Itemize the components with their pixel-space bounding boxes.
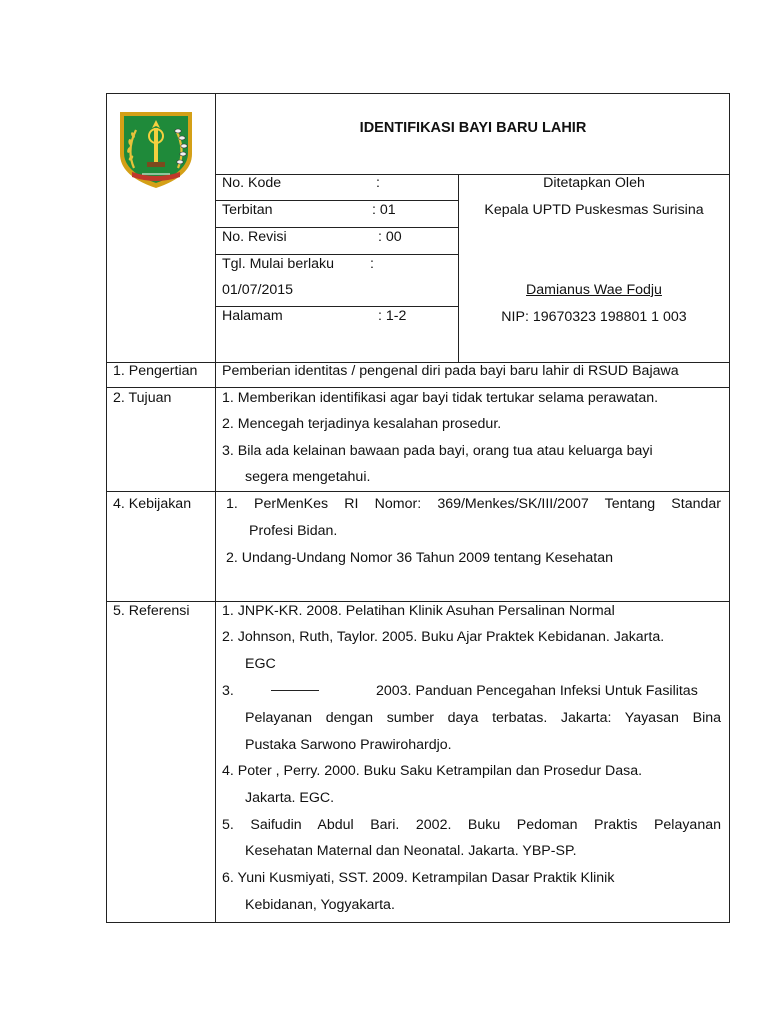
tujuan-item: 3. Bila ada kelainan bawaan pada bayi, orang tua atau keluarga bayi (222, 443, 653, 459)
table-border-top (106, 93, 730, 94)
section-label-referensi: 5. Referensi (113, 603, 190, 619)
table-border-left (106, 93, 107, 923)
section-label-pengertian: 1. Pengertian (113, 363, 198, 379)
meta-value-halaman: : 1-2 (378, 308, 407, 324)
referensi-item: 6. Yuni Kusmiyati, SST. 2009. Ketrampilan Dasar Praktik Klinik (222, 870, 615, 886)
table-border-bottom (106, 922, 730, 923)
approver-name: Damianus Wae Fodju (526, 282, 662, 298)
meta-label-halaman: Halamam (222, 308, 283, 324)
referensi-item-continuation: EGC (245, 656, 276, 672)
pengertian-text: Pemberian identitas / pengenal diri pada bayi baru lahir di RSUD Bajawa (222, 363, 679, 379)
referensi-item-continuation: Pelayanan dengan sumber daya terbatas. Jakarta: Yayasan Bina (245, 710, 721, 726)
coat-of-arms-logo (114, 106, 198, 190)
meta-value-kode: : (376, 175, 380, 191)
referensi-item-continuation: Kebidanan, Yogyakarta. (245, 897, 395, 913)
ditto-dash (271, 690, 319, 691)
document-title: IDENTIFIKASI BAYI BARU LAHIR (359, 120, 587, 136)
referensi-item: 5. Saifudin Abdul Bari. 2002. Buku Pedoman Praktis Pelayanan (222, 817, 721, 833)
meta-value-tgl-berlaku: : (370, 256, 374, 272)
approval-position: Kepala UPTD Puskesmas Surisina (484, 202, 704, 218)
tujuan-item: 2. Mencegah terjadinya kesalahan prosedur. (222, 416, 502, 432)
column-divider (215, 93, 216, 923)
table-border-right (729, 93, 730, 923)
meta-label-kode: No. Kode (222, 175, 282, 191)
referensi-item-continuation: Kesehatan Maternal dan Neonatal. Jakarta. YBP-SP. (245, 843, 577, 859)
referensi-item-number: 3. (222, 683, 234, 699)
meta-label-tgl-berlaku: Tgl. Mulai berlaku (222, 256, 334, 272)
tujuan-item: 1. Memberikan identifikasi agar bayi tidak tertukar selama perawatan. (222, 390, 659, 406)
approver-nip: NIP: 19670323 198801 1 003 (501, 309, 687, 325)
referensi-item: 4. Poter , Perry. 2000. Buku Saku Ketrampilan dan Prosedur Dasa. (222, 763, 643, 779)
meta-value-terbitan: : 01 (372, 202, 396, 218)
meta-value-revisi: : 00 (378, 229, 402, 245)
meta-label-revisi: No. Revisi (222, 229, 287, 245)
referensi-item-continuation: Pustaka Sarwono Prawirohardjo. (245, 737, 452, 753)
tujuan-item-continuation: segera mengetahui. (245, 469, 371, 485)
referensi-item-continuation: Jakarta. EGC. (245, 790, 335, 806)
approval-heading: Ditetapkan Oleh (543, 175, 645, 191)
kebijakan-item: 2. Undang-Undang Nomor 36 Tahun 2009 tentang Kesehatan (226, 550, 614, 566)
kebijakan-item: 1. PerMenKes RI Nomor: 369/Menkes/SK/III/2007 Tentang Standar (226, 496, 721, 512)
meta-date: 01/07/2015 (222, 282, 294, 298)
section-label-tujuan: 2. Tujuan (113, 390, 172, 406)
section-label-kebijakan: 4. Kebijakan (113, 496, 192, 512)
referensi-item: 1. JNPK-KR. 2008. Pelatihan Klinik Asuhan Persalinan Normal (222, 603, 615, 619)
referensi-item: 2003. Panduan Pencegahan Infeksi Untuk Fasilitas (376, 683, 698, 699)
kebijakan-item-continuation: Profesi Bidan. (249, 523, 338, 539)
referensi-item: 2. Johnson, Ruth, Taylor. 2005. Buku Ajar Praktek Kebidanan. Jakarta. (222, 629, 665, 645)
meta-label-terbitan: Terbitan (222, 202, 273, 218)
